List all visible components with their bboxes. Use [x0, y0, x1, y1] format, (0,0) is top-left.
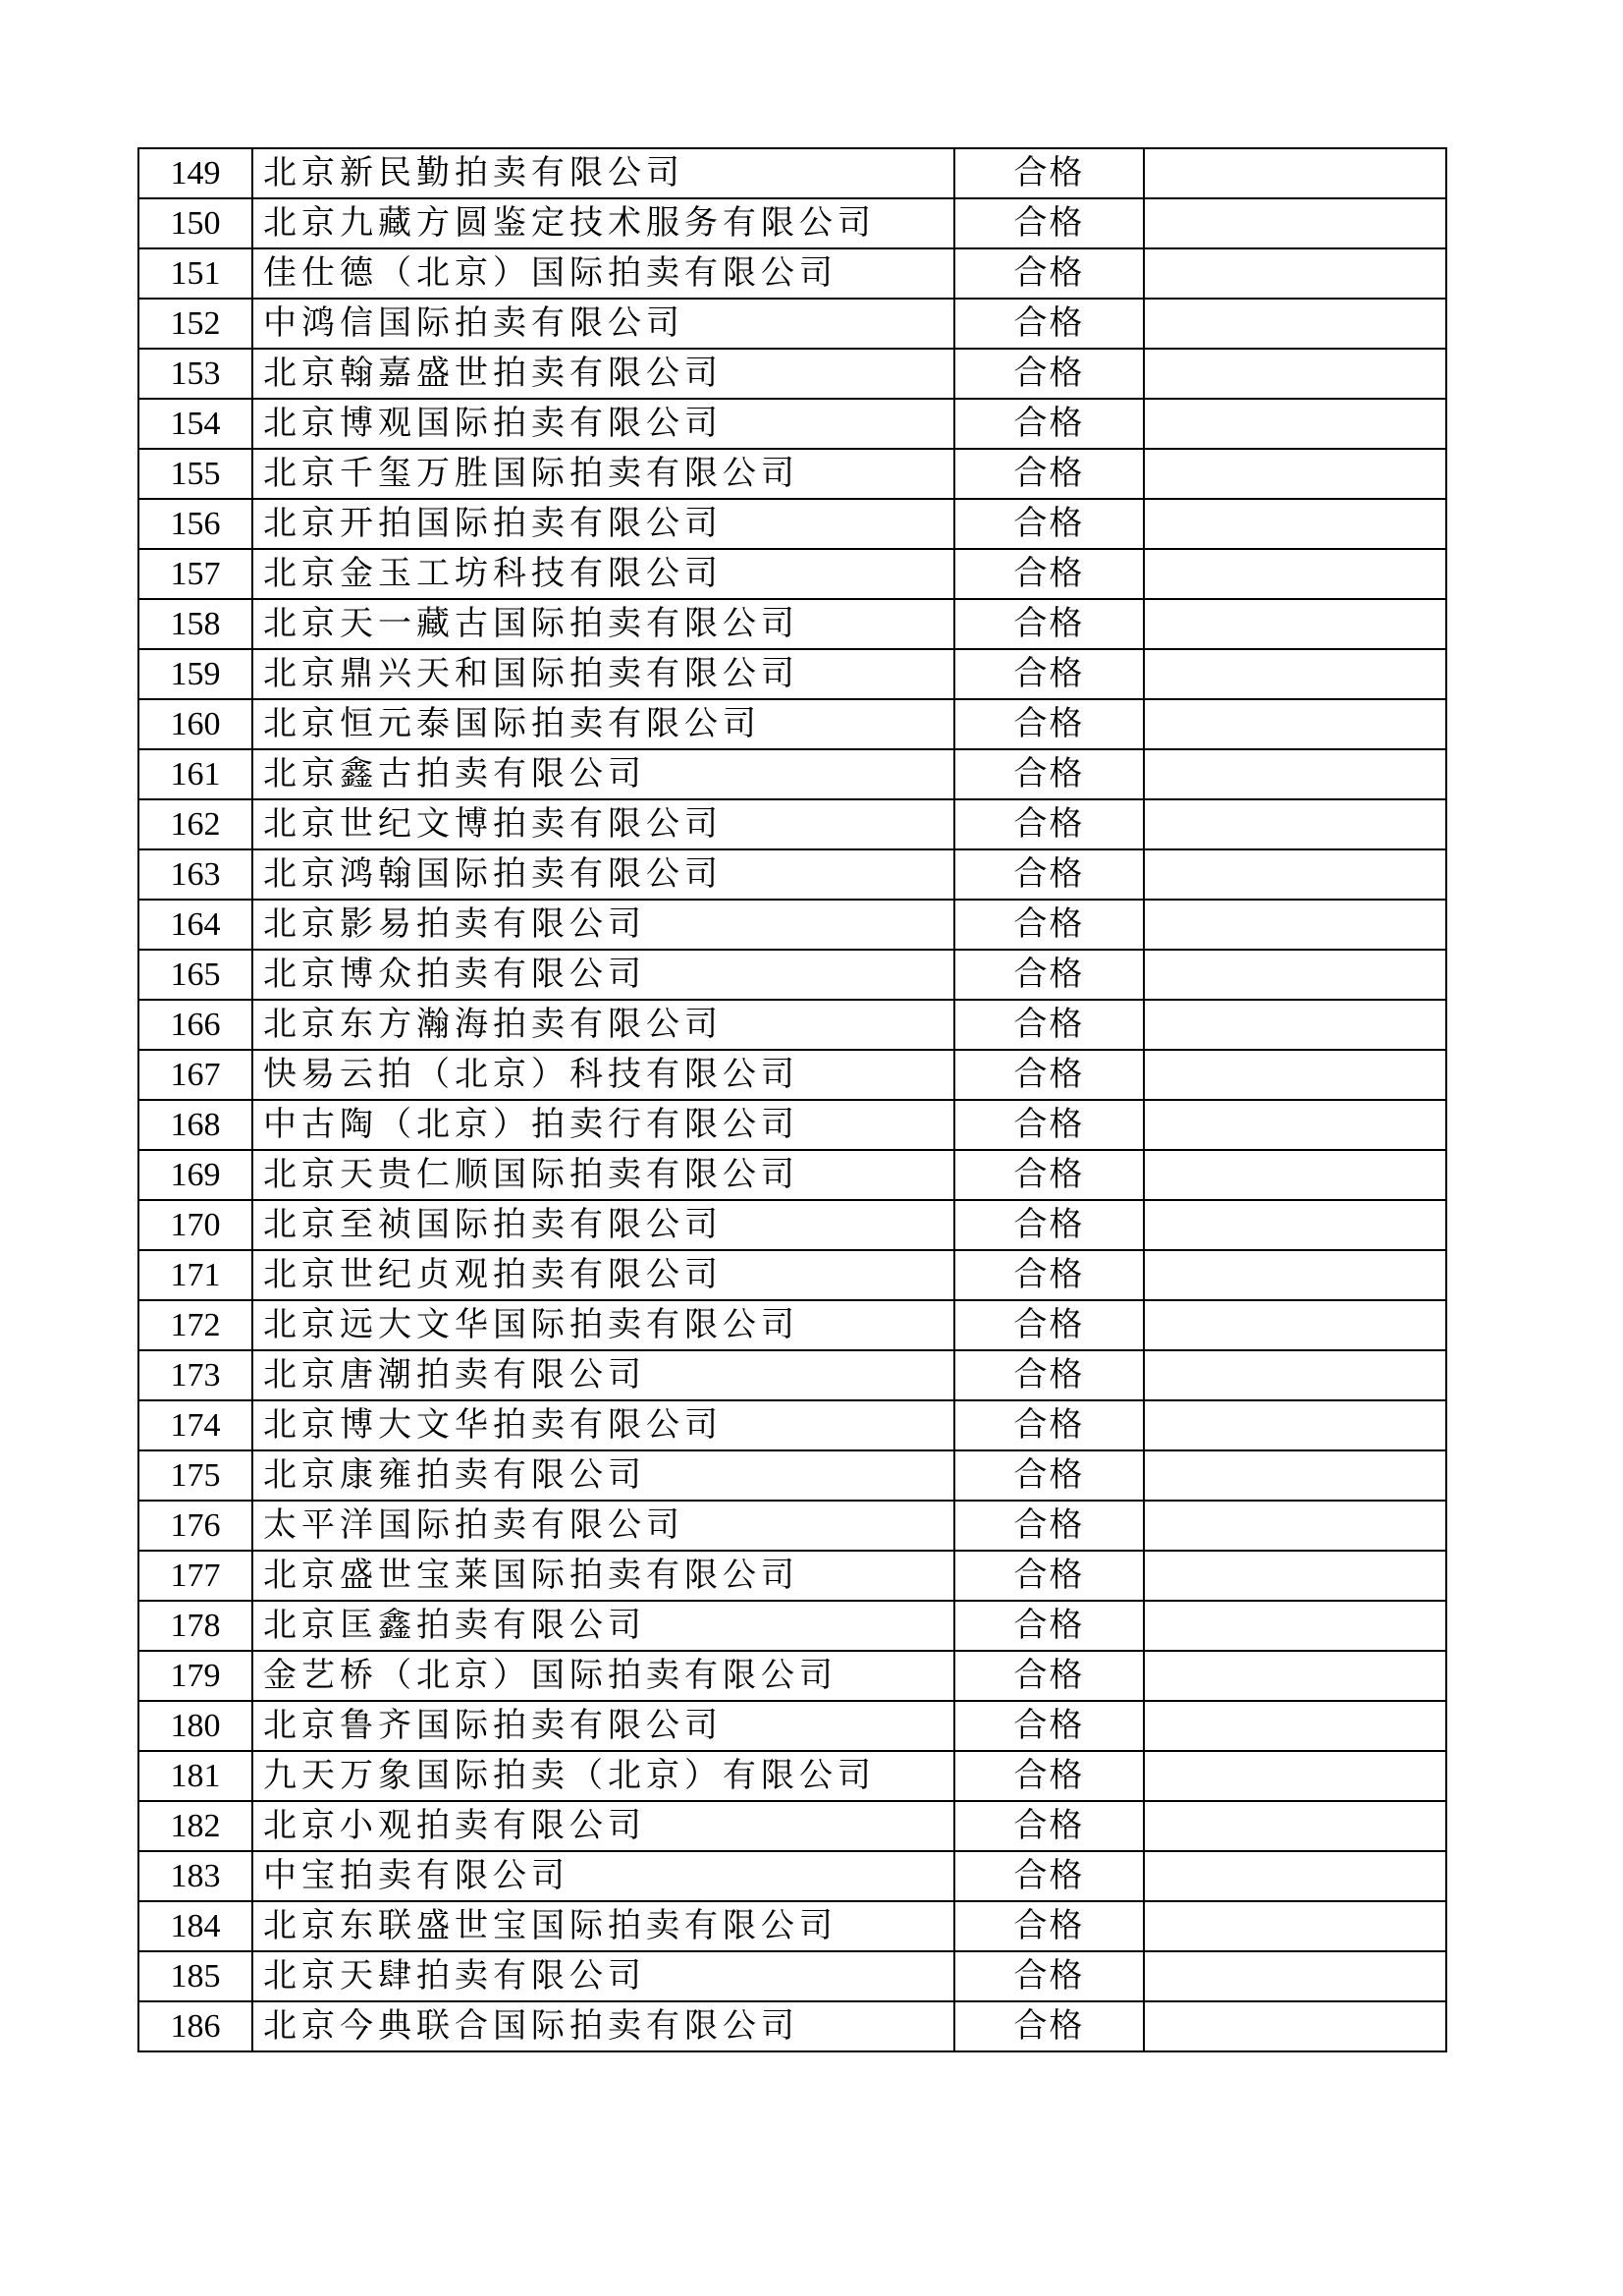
result-cell: 合格 — [954, 1000, 1144, 1050]
result-cell: 合格 — [954, 1801, 1144, 1851]
table-row — [138, 299, 1446, 349]
row-number-cell: 167 — [138, 1050, 252, 1100]
result-cell: 合格 — [954, 1851, 1144, 1901]
note-cell — [1144, 449, 1446, 499]
note-cell — [1144, 549, 1446, 599]
note-cell — [1144, 1601, 1446, 1651]
company-name-cell: 九天万象国际拍卖（北京）有限公司 — [252, 1751, 954, 1801]
company-name-cell: 佳仕德（北京）国际拍卖有限公司 — [252, 248, 954, 299]
table-row — [138, 248, 1446, 299]
result-cell: 合格 — [954, 1250, 1144, 1300]
table-row — [138, 699, 1446, 749]
table-row — [138, 1350, 1446, 1400]
table-row — [138, 1300, 1446, 1350]
table-row — [138, 148, 1446, 198]
company-name-cell: 北京世纪贞观拍卖有限公司 — [252, 1250, 954, 1300]
row-number-cell: 159 — [138, 649, 252, 699]
result-cell: 合格 — [954, 1751, 1144, 1801]
row-number-cell: 150 — [138, 198, 252, 248]
result-cell: 合格 — [954, 1450, 1144, 1501]
table-row — [138, 1551, 1446, 1601]
row-number-cell: 186 — [138, 2001, 252, 2051]
table-row — [138, 1150, 1446, 1200]
table-row — [138, 1901, 1446, 1951]
note-cell — [1144, 299, 1446, 349]
result-cell: 合格 — [954, 649, 1144, 699]
row-number-cell: 177 — [138, 1551, 252, 1601]
company-name-cell: 北京东方瀚海拍卖有限公司 — [252, 1000, 954, 1050]
result-cell: 合格 — [954, 1951, 1144, 2001]
results-table-body — [138, 148, 1446, 2051]
company-name-cell: 快易云拍（北京）科技有限公司 — [252, 1050, 954, 1100]
note-cell — [1144, 1350, 1446, 1400]
row-number-cell: 184 — [138, 1901, 252, 1951]
table-row — [138, 749, 1446, 799]
row-number-cell: 149 — [138, 148, 252, 198]
row-number-cell: 155 — [138, 449, 252, 499]
note-cell — [1144, 1751, 1446, 1801]
result-cell: 合格 — [954, 699, 1144, 749]
table-row — [138, 1701, 1446, 1751]
note-cell — [1144, 799, 1446, 849]
row-number-cell: 169 — [138, 1150, 252, 1200]
row-number-cell: 151 — [138, 248, 252, 299]
result-cell: 合格 — [954, 1150, 1144, 1200]
company-name-cell: 北京康雍拍卖有限公司 — [252, 1450, 954, 1501]
table-row — [138, 1751, 1446, 1801]
result-cell: 合格 — [954, 1350, 1144, 1400]
result-cell: 合格 — [954, 349, 1144, 399]
table-row — [138, 1200, 1446, 1250]
company-name-cell: 北京开拍国际拍卖有限公司 — [252, 499, 954, 549]
row-number-cell: 171 — [138, 1250, 252, 1300]
company-name-cell: 北京唐潮拍卖有限公司 — [252, 1350, 954, 1400]
company-name-cell: 北京博大文华拍卖有限公司 — [252, 1400, 954, 1450]
table-row — [138, 549, 1446, 599]
row-number-cell: 153 — [138, 349, 252, 399]
note-cell — [1144, 499, 1446, 549]
row-number-cell: 172 — [138, 1300, 252, 1350]
table-row — [138, 799, 1446, 849]
company-name-cell: 北京盛世宝莱国际拍卖有限公司 — [252, 1551, 954, 1601]
note-cell — [1144, 1100, 1446, 1150]
note-cell — [1144, 649, 1446, 699]
table-row — [138, 900, 1446, 950]
table-row — [138, 349, 1446, 399]
note-cell — [1144, 2001, 1446, 2051]
company-name-cell: 北京今典联合国际拍卖有限公司 — [252, 2001, 954, 2051]
row-number-cell: 156 — [138, 499, 252, 549]
table-row — [138, 1501, 1446, 1551]
result-cell: 合格 — [954, 1701, 1144, 1751]
row-number-cell: 181 — [138, 1751, 252, 1801]
table-row — [138, 1601, 1446, 1651]
note-cell — [1144, 399, 1446, 449]
company-name-cell: 北京博观国际拍卖有限公司 — [252, 399, 954, 449]
table-row — [138, 950, 1446, 1000]
table-row — [138, 1951, 1446, 2001]
table-row — [138, 1651, 1446, 1701]
row-number-cell: 183 — [138, 1851, 252, 1901]
result-cell: 合格 — [954, 1200, 1144, 1250]
company-name-cell: 太平洋国际拍卖有限公司 — [252, 1501, 954, 1551]
company-name-cell: 北京鑫古拍卖有限公司 — [252, 749, 954, 799]
note-cell — [1144, 198, 1446, 248]
note-cell — [1144, 349, 1446, 399]
result-cell: 合格 — [954, 148, 1144, 198]
note-cell — [1144, 1951, 1446, 2001]
company-name-cell: 北京影易拍卖有限公司 — [252, 900, 954, 950]
result-cell: 合格 — [954, 950, 1144, 1000]
note-cell — [1144, 1300, 1446, 1350]
row-number-cell: 168 — [138, 1100, 252, 1150]
company-name-cell: 北京天贵仁顺国际拍卖有限公司 — [252, 1150, 954, 1200]
result-cell: 合格 — [954, 1601, 1144, 1651]
result-cell: 合格 — [954, 198, 1144, 248]
row-number-cell: 175 — [138, 1450, 252, 1501]
note-cell — [1144, 1150, 1446, 1200]
note-cell — [1144, 148, 1446, 198]
result-cell: 合格 — [954, 1651, 1144, 1701]
table-row — [138, 1250, 1446, 1300]
note-cell — [1144, 749, 1446, 799]
result-cell: 合格 — [954, 549, 1144, 599]
company-name-cell: 中宝拍卖有限公司 — [252, 1851, 954, 1901]
row-number-cell: 154 — [138, 399, 252, 449]
row-number-cell: 158 — [138, 599, 252, 649]
table-row — [138, 599, 1446, 649]
table-row — [138, 1400, 1446, 1450]
note-cell — [1144, 1501, 1446, 1551]
note-cell — [1144, 849, 1446, 900]
company-name-cell: 北京远大文华国际拍卖有限公司 — [252, 1300, 954, 1350]
row-number-cell: 180 — [138, 1701, 252, 1751]
result-cell: 合格 — [954, 248, 1144, 299]
company-name-cell: 北京小观拍卖有限公司 — [252, 1801, 954, 1851]
row-number-cell: 176 — [138, 1501, 252, 1551]
table-row — [138, 1851, 1446, 1901]
company-name-cell: 北京千玺万胜国际拍卖有限公司 — [252, 449, 954, 499]
row-number-cell: 164 — [138, 900, 252, 950]
note-cell — [1144, 699, 1446, 749]
result-cell: 合格 — [954, 449, 1144, 499]
note-cell — [1144, 1400, 1446, 1450]
result-cell: 合格 — [954, 1400, 1144, 1450]
note-cell — [1144, 1250, 1446, 1300]
table-row — [138, 649, 1446, 699]
result-cell: 合格 — [954, 2001, 1144, 2051]
company-name-cell: 北京鲁齐国际拍卖有限公司 — [252, 1701, 954, 1751]
table-row — [138, 499, 1446, 549]
company-name-cell: 北京东联盛世宝国际拍卖有限公司 — [252, 1901, 954, 1951]
row-number-cell: 157 — [138, 549, 252, 599]
table-row — [138, 198, 1446, 248]
table-row — [138, 849, 1446, 900]
table-row — [138, 2001, 1446, 2051]
company-name-cell: 北京博众拍卖有限公司 — [252, 950, 954, 1000]
table-row — [138, 1000, 1446, 1050]
company-name-cell: 北京至祯国际拍卖有限公司 — [252, 1200, 954, 1250]
result-cell: 合格 — [954, 599, 1144, 649]
company-name-cell: 北京匡鑫拍卖有限公司 — [252, 1601, 954, 1651]
row-number-cell: 166 — [138, 1000, 252, 1050]
note-cell — [1144, 1050, 1446, 1100]
result-cell: 合格 — [954, 900, 1144, 950]
results-table — [137, 147, 1447, 2052]
note-cell — [1144, 1200, 1446, 1250]
company-name-cell: 北京天一藏古国际拍卖有限公司 — [252, 599, 954, 649]
note-cell — [1144, 599, 1446, 649]
result-cell: 合格 — [954, 299, 1144, 349]
note-cell — [1144, 1851, 1446, 1901]
result-cell: 合格 — [954, 749, 1144, 799]
table-row — [138, 399, 1446, 449]
note-cell — [1144, 1901, 1446, 1951]
row-number-cell: 162 — [138, 799, 252, 849]
note-cell — [1144, 950, 1446, 1000]
row-number-cell: 160 — [138, 699, 252, 749]
result-cell: 合格 — [954, 1300, 1144, 1350]
table-row — [138, 1050, 1446, 1100]
note-cell — [1144, 248, 1446, 299]
result-cell: 合格 — [954, 1551, 1144, 1601]
table-row — [138, 1100, 1446, 1150]
result-cell: 合格 — [954, 1901, 1144, 1951]
company-name-cell: 中古陶（北京）拍卖行有限公司 — [252, 1100, 954, 1150]
result-cell: 合格 — [954, 799, 1144, 849]
company-name-cell: 北京世纪文博拍卖有限公司 — [252, 799, 954, 849]
note-cell — [1144, 1651, 1446, 1701]
company-name-cell: 北京金玉工坊科技有限公司 — [252, 549, 954, 599]
company-name-cell: 北京九藏方圆鉴定技术服务有限公司 — [252, 198, 954, 248]
row-number-cell: 152 — [138, 299, 252, 349]
table-row — [138, 1450, 1446, 1501]
company-name-cell: 北京新民勤拍卖有限公司 — [252, 148, 954, 198]
row-number-cell: 185 — [138, 1951, 252, 2001]
table-row — [138, 1801, 1446, 1851]
company-name-cell: 北京鼎兴天和国际拍卖有限公司 — [252, 649, 954, 699]
result-cell: 合格 — [954, 849, 1144, 900]
row-number-cell: 174 — [138, 1400, 252, 1450]
note-cell — [1144, 1000, 1446, 1050]
company-name-cell: 北京鸿翰国际拍卖有限公司 — [252, 849, 954, 900]
result-cell: 合格 — [954, 499, 1144, 549]
row-number-cell: 173 — [138, 1350, 252, 1400]
company-name-cell: 中鸿信国际拍卖有限公司 — [252, 299, 954, 349]
company-name-cell: 北京恒元泰国际拍卖有限公司 — [252, 699, 954, 749]
note-cell — [1144, 1450, 1446, 1501]
row-number-cell: 163 — [138, 849, 252, 900]
note-cell — [1144, 1551, 1446, 1601]
row-number-cell: 170 — [138, 1200, 252, 1250]
company-name-cell: 金艺桥（北京）国际拍卖有限公司 — [252, 1651, 954, 1701]
row-number-cell: 178 — [138, 1601, 252, 1651]
row-number-cell: 161 — [138, 749, 252, 799]
result-cell: 合格 — [954, 1100, 1144, 1150]
note-cell — [1144, 1701, 1446, 1751]
result-cell: 合格 — [954, 399, 1144, 449]
company-name-cell: 北京翰嘉盛世拍卖有限公司 — [252, 349, 954, 399]
result-cell: 合格 — [954, 1050, 1144, 1100]
note-cell — [1144, 900, 1446, 950]
note-cell — [1144, 1801, 1446, 1851]
result-cell: 合格 — [954, 1501, 1144, 1551]
row-number-cell: 179 — [138, 1651, 252, 1701]
company-name-cell: 北京天肆拍卖有限公司 — [252, 1951, 954, 2001]
row-number-cell: 182 — [138, 1801, 252, 1851]
row-number-cell: 165 — [138, 950, 252, 1000]
table-row — [138, 449, 1446, 499]
